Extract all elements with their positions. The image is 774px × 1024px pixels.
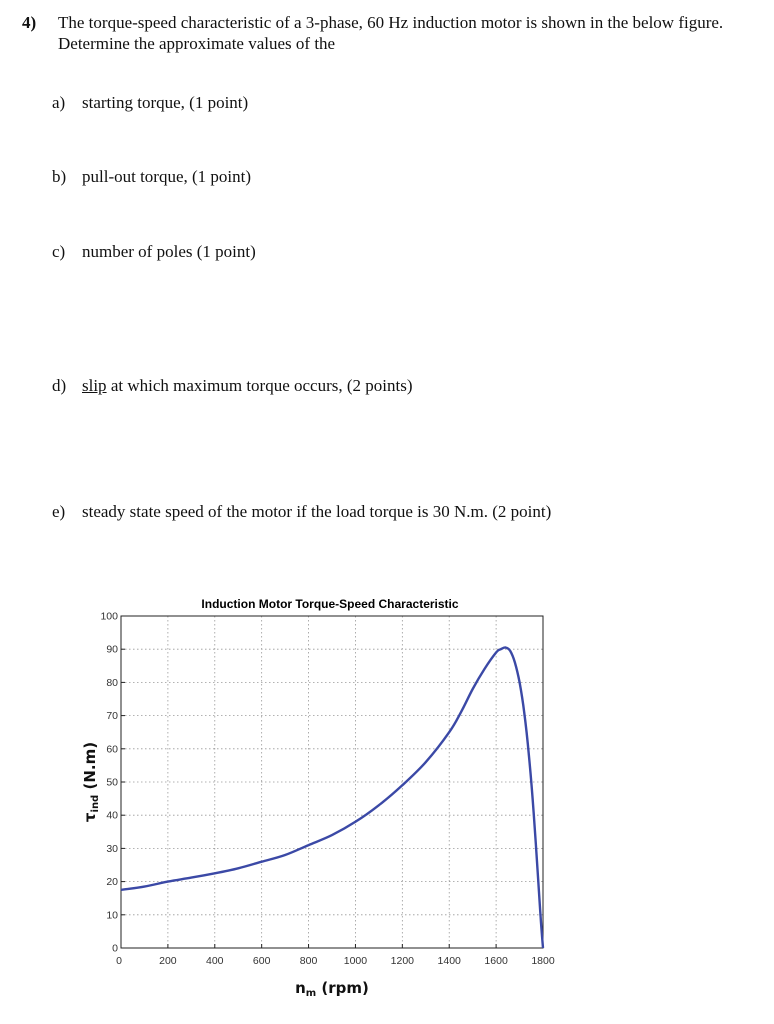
item-b-text: pull-out torque, (1 point): [82, 167, 252, 186]
y-tick-label-20: 20: [106, 876, 118, 889]
item-d-label: d): [52, 376, 67, 395]
y-label-unit: (N.m): [81, 741, 99, 790]
item-d-underlined-word: slip: [82, 376, 107, 395]
item-d: [52, 375, 413, 396]
torque-curve: [121, 647, 543, 948]
item-c-text: number of poles (1 point): [82, 242, 256, 261]
x-axis-label: [295, 979, 369, 999]
item-d-text: at which maximum torque occurs, (2 points): [110, 376, 413, 395]
x-tick-label-1800: 1800: [531, 955, 555, 967]
item-a-label: a): [52, 93, 66, 112]
chart-title: Induction Motor Torque-Speed Characteristic: [201, 597, 459, 611]
x-tick-label-1400: 1400: [437, 955, 461, 967]
x-tick-label-400: 400: [206, 955, 224, 967]
question-number: 4): [22, 13, 37, 32]
chart-grid: [121, 616, 543, 948]
y-tick-label-100: 100: [100, 610, 118, 623]
y-tick-label-40: 40: [106, 809, 118, 822]
y-axis-label: [81, 742, 101, 822]
item-b: [52, 166, 251, 187]
y-tick-label-0: 0: [112, 942, 118, 955]
item-b-label: b): [52, 167, 67, 186]
x-label-symbol: n: [295, 979, 306, 997]
x-label-subscript: m: [305, 988, 317, 999]
item-e-text: steady state speed of the motor if the load torque is 30 N.m. (2 point): [82, 502, 552, 521]
item-c: [52, 241, 256, 262]
torque-speed-chart: [0, 590, 774, 1010]
y-label-symbol: τ: [81, 812, 99, 823]
question-text-part1: The torque-speed characteristic of a 3-phase, 60 Hz induction motor is shown in the below figure.: [58, 13, 724, 32]
item-e-label: e): [52, 502, 66, 521]
question-text-part2: Determine the approximate values of the: [58, 34, 336, 53]
item-a: [52, 92, 248, 113]
y-tick-label-70: 70: [106, 710, 118, 723]
y-tick-label-50: 50: [106, 776, 118, 789]
item-e: [52, 501, 551, 522]
x-label-unit: (rpm): [321, 979, 369, 997]
plot-frame: [121, 616, 543, 948]
y-tick-label-30: 30: [106, 842, 118, 855]
question-text: [58, 12, 774, 54]
item-c-label: c): [52, 242, 66, 261]
x-tick-label-800: 800: [299, 955, 318, 967]
x-tick-label-1000: 1000: [343, 955, 368, 967]
x-tick-label-1200: 1200: [390, 955, 415, 967]
y-tick-label-90: 90: [106, 643, 118, 656]
x-tick-label-0: 0: [116, 955, 122, 967]
x-tick-label-1600: 1600: [484, 955, 508, 967]
y-axis-label-text: [81, 742, 101, 822]
y-label-subscript: ind: [90, 794, 101, 813]
y-tick-label-10: 10: [106, 909, 118, 922]
item-a-text: starting torque, (1 point): [82, 93, 249, 112]
y-tick-label-80: 80: [106, 676, 118, 689]
x-tick-label-600: 600: [252, 955, 271, 967]
x-tick-label-200: 200: [159, 955, 177, 967]
y-tick-label-60: 60: [106, 743, 118, 756]
